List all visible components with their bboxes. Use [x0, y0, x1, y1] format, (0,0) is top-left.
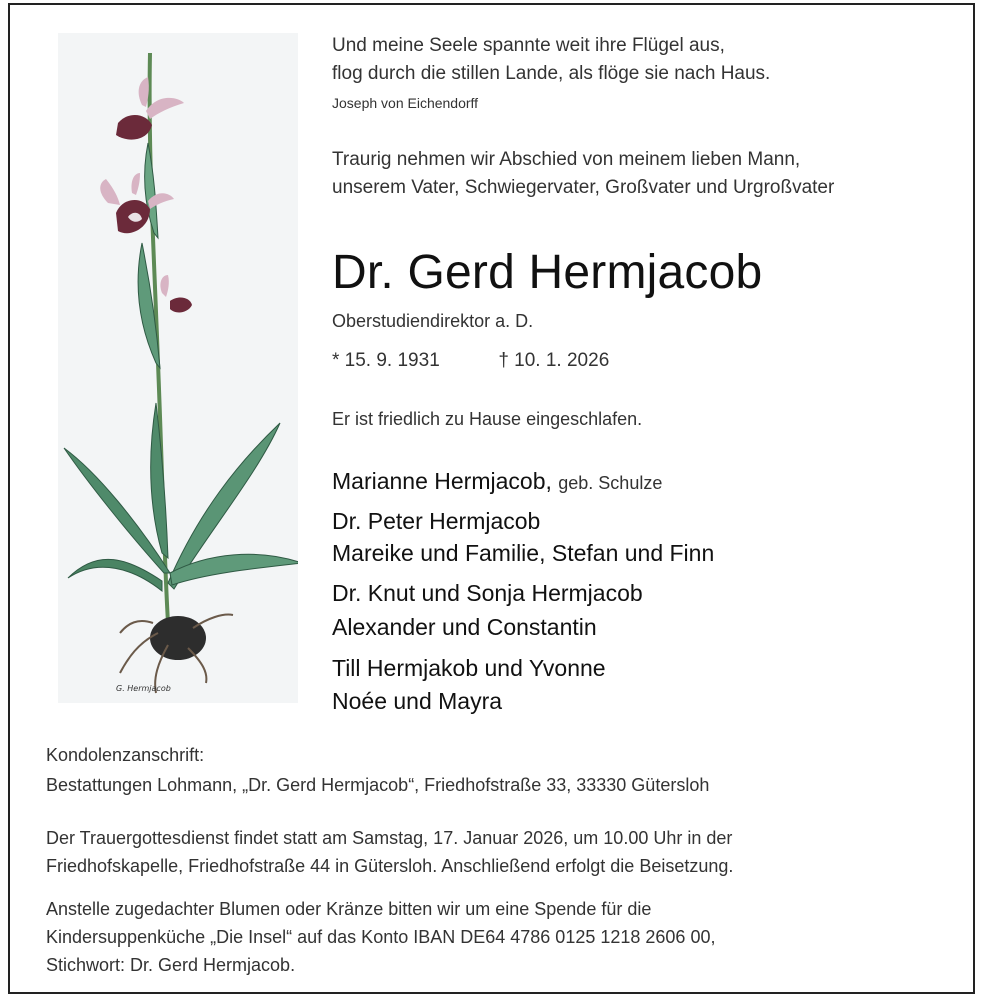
orchid-icon [58, 33, 298, 703]
donation-line-1: Anstelle zugedachter Blumen oder Kränze bitten wir um eine Spende für die [46, 899, 652, 919]
donation-line-3: Stichwort: Dr. Gerd Hermjacob. [46, 955, 296, 975]
condolence-label: Kondolenzanschrift: [46, 745, 205, 765]
family-line-5: Alexander und Constantin [332, 614, 597, 640]
svg-text:G. Hermjacob: G. Hermjacob [116, 684, 171, 693]
birth-date: * 15. 9. 1931 [332, 350, 440, 371]
family-line-4: Dr. Knut und Sonja Hermjacob [332, 580, 643, 606]
life-dates [332, 350, 609, 372]
peace-statement: Er ist friedlich zu Hause eingeschlafen. [332, 409, 643, 429]
family-line-7: Noée und Mayra [332, 688, 503, 714]
intro-line-1: Traurig nehmen wir Abschied von meinem lieben Mann, [332, 149, 801, 170]
wife-name: Marianne Hermjacob, [332, 468, 552, 494]
family-line-2: Dr. Peter Hermjacob [332, 508, 541, 534]
deceased-title: Oberstudiendirektor a. D. [332, 311, 534, 331]
poem-author: Joseph von Eichendorff [332, 95, 479, 111]
orchid-illustration [58, 33, 298, 703]
condolence-address: Bestattungen Lohmann, „Dr. Gerd Hermjacob“, Friedhofstraße 33, 33330 Gütersloh [46, 775, 710, 795]
family-line-6: Till Hermjakob und Yvonne [332, 655, 606, 681]
death-date: † 10. 1. 2026 [498, 350, 610, 371]
intro-line-2: unserem Vater, Schwiegervater, Großvater und Urgroßvater [332, 177, 835, 198]
family-wife [332, 468, 662, 495]
service-line-1: Der Trauergottesdienst findet statt am Samstag, 17. Januar 2026, um 10.00 Uhr in der [46, 828, 733, 848]
deceased-name: Dr. Gerd Hermjacob [332, 246, 763, 299]
donation-line-2: Kindersuppenküche „Die Insel“ auf das Konto IBAN DE64 4786 0125 1218 2606 00, [46, 927, 716, 947]
obituary-frame [8, 3, 975, 994]
family-line-3: Mareike und Familie, Stefan und Finn [332, 540, 715, 566]
wife-maiden-name: geb. Schulze [558, 473, 663, 493]
poem-line-1: Und meine Seele spannte weit ihre Flügel aus, [332, 35, 725, 56]
poem-line-2: flog durch die stillen Lande, als flöge sie nach Haus. [332, 63, 771, 84]
service-line-2: Friedhofskapelle, Friedhofstraße 44 in Gütersloh. Anschließend erfolgt die Beisetzung. [46, 856, 734, 876]
